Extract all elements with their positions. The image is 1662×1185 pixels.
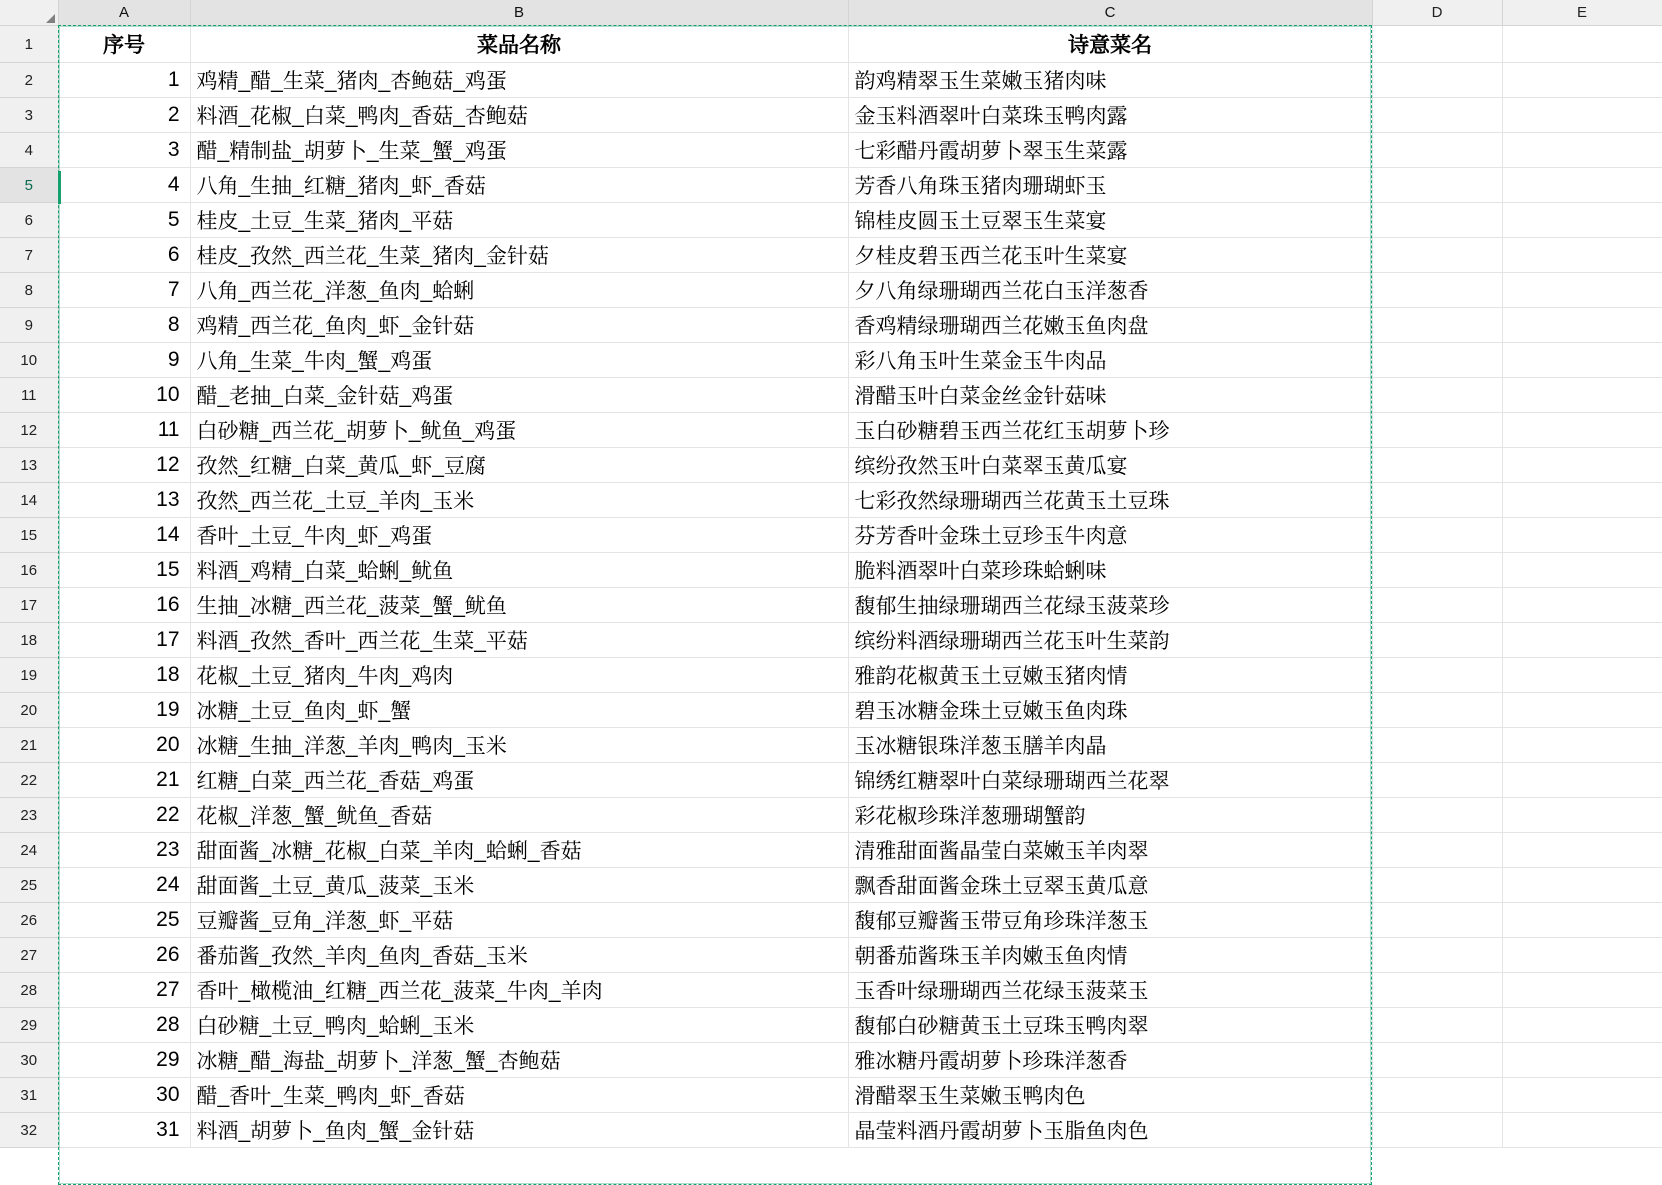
- cell-a4[interactable]: 3: [58, 133, 190, 168]
- cell-c7[interactable]: 夕桂皮碧玉西兰花玉叶生菜宴: [848, 238, 1372, 273]
- cell-b6[interactable]: 桂皮_土豆_生菜_猪肉_平菇: [190, 203, 848, 238]
- row-header-18[interactable]: 18: [0, 623, 58, 658]
- cell-a8[interactable]: 7: [58, 273, 190, 308]
- row-header-9[interactable]: 9: [0, 308, 58, 343]
- cell-b21[interactable]: 冰糖_生抽_洋葱_羊肉_鸭肉_玉米: [190, 728, 848, 763]
- select-all-corner[interactable]: [0, 0, 58, 26]
- cell-d28[interactable]: [1372, 973, 1502, 1008]
- cell-e17[interactable]: [1502, 588, 1662, 623]
- table-row[interactable]: [0, 833, 1662, 868]
- cell-a2[interactable]: 1: [58, 63, 190, 98]
- cell-d10[interactable]: [1372, 343, 1502, 378]
- cell-d25[interactable]: [1372, 868, 1502, 903]
- row-header-3[interactable]: 3: [0, 98, 58, 133]
- cell-d26[interactable]: [1372, 903, 1502, 938]
- row-header-21[interactable]: 21: [0, 728, 58, 763]
- cell-d2[interactable]: [1372, 63, 1502, 98]
- cell-a28[interactable]: 27: [58, 973, 190, 1008]
- row-header-25[interactable]: 25: [0, 868, 58, 903]
- cell-d5[interactable]: [1372, 168, 1502, 203]
- cell-d4[interactable]: [1372, 133, 1502, 168]
- cell-c27[interactable]: 朝番茄酱珠玉羊肉嫩玉鱼肉情: [848, 938, 1372, 973]
- cell-c10[interactable]: 彩八角玉叶生菜金玉牛肉品: [848, 343, 1372, 378]
- row-header-31[interactable]: 31: [0, 1078, 58, 1113]
- cell-d16[interactable]: [1372, 553, 1502, 588]
- cell-e2[interactable]: [1502, 63, 1662, 98]
- cell-e29[interactable]: [1502, 1008, 1662, 1043]
- cell-a25[interactable]: 24: [58, 868, 190, 903]
- table-row[interactable]: [0, 588, 1662, 623]
- cell-c23[interactable]: 彩花椒珍珠洋葱珊瑚蟹韵: [848, 798, 1372, 833]
- cell-e4[interactable]: [1502, 133, 1662, 168]
- table-row[interactable]: [0, 483, 1662, 518]
- cell-d27[interactable]: [1372, 938, 1502, 973]
- cell-e26[interactable]: [1502, 903, 1662, 938]
- cell-c11[interactable]: 滑醋玉叶白菜金丝金针菇味: [848, 378, 1372, 413]
- cell-a18[interactable]: 17: [58, 623, 190, 658]
- cell-c17[interactable]: 馥郁生抽绿珊瑚西兰花绿玉菠菜珍: [848, 588, 1372, 623]
- cell-d21[interactable]: [1372, 728, 1502, 763]
- table-row[interactable]: [0, 1008, 1662, 1043]
- cell-b27[interactable]: 番茄酱_孜然_羊肉_鱼肉_香菇_玉米: [190, 938, 848, 973]
- table-row[interactable]: [0, 938, 1662, 973]
- cell-d24[interactable]: [1372, 833, 1502, 868]
- cell-c5[interactable]: 芳香八角珠玉猪肉珊瑚虾玉: [848, 168, 1372, 203]
- cell-d18[interactable]: [1372, 623, 1502, 658]
- cell-a17[interactable]: 16: [58, 588, 190, 623]
- cell-d11[interactable]: [1372, 378, 1502, 413]
- row-header-17[interactable]: 17: [0, 588, 58, 623]
- cell-a7[interactable]: 6: [58, 238, 190, 273]
- cell-e1[interactable]: [1502, 26, 1662, 63]
- cell-c32[interactable]: 晶莹料酒丹霞胡萝卜玉脂鱼肉色: [848, 1113, 1372, 1148]
- row-header-5[interactable]: 5: [0, 168, 58, 203]
- column-header-a[interactable]: A: [58, 0, 190, 26]
- cell-d30[interactable]: [1372, 1043, 1502, 1078]
- cell-b18[interactable]: 料酒_孜然_香叶_西兰花_生菜_平菇: [190, 623, 848, 658]
- cell-e14[interactable]: [1502, 483, 1662, 518]
- cell-e24[interactable]: [1502, 833, 1662, 868]
- table-row[interactable]: [0, 378, 1662, 413]
- cell-d22[interactable]: [1372, 763, 1502, 798]
- cell-b28[interactable]: 香叶_橄榄油_红糖_西兰花_菠菜_牛肉_羊肉: [190, 973, 848, 1008]
- cell-b2[interactable]: 鸡精_醋_生菜_猪肉_杏鲍菇_鸡蛋: [190, 63, 848, 98]
- cell-b11[interactable]: 醋_老抽_白菜_金针菇_鸡蛋: [190, 378, 848, 413]
- cell-a13[interactable]: 12: [58, 448, 190, 483]
- cell-c14[interactable]: 七彩孜然绿珊瑚西兰花黄玉土豆珠: [848, 483, 1372, 518]
- table-row[interactable]: [0, 553, 1662, 588]
- cell-e28[interactable]: [1502, 973, 1662, 1008]
- cell-b17[interactable]: 生抽_冰糖_西兰花_菠菜_蟹_鱿鱼: [190, 588, 848, 623]
- cell-c21[interactable]: 玉冰糖银珠洋葱玉膳羊肉晶: [848, 728, 1372, 763]
- table-row[interactable]: [0, 203, 1662, 238]
- cell-d9[interactable]: [1372, 308, 1502, 343]
- cell-e31[interactable]: [1502, 1078, 1662, 1113]
- cell-d29[interactable]: [1372, 1008, 1502, 1043]
- cell-b3[interactable]: 料酒_花椒_白菜_鸭肉_香菇_杏鲍菇: [190, 98, 848, 133]
- row-header-8[interactable]: 8: [0, 273, 58, 308]
- table-row[interactable]: [0, 133, 1662, 168]
- cell-a9[interactable]: 8: [58, 308, 190, 343]
- cell-a27[interactable]: 26: [58, 938, 190, 973]
- row-header-11[interactable]: 11: [0, 378, 58, 413]
- cell-e11[interactable]: [1502, 378, 1662, 413]
- cell-c26[interactable]: 馥郁豆瓣酱玉带豆角珍珠洋葱玉: [848, 903, 1372, 938]
- column-header-c[interactable]: C: [848, 0, 1372, 26]
- table-row[interactable]: [0, 168, 1662, 203]
- cell-c29[interactable]: 馥郁白砂糖黄玉土豆珠玉鸭肉翠: [848, 1008, 1372, 1043]
- cell-a20[interactable]: 19: [58, 693, 190, 728]
- cell-b19[interactable]: 花椒_土豆_猪肉_牛肉_鸡肉: [190, 658, 848, 693]
- row-header-29[interactable]: 29: [0, 1008, 58, 1043]
- cell-c30[interactable]: 雅冰糖丹霞胡萝卜珍珠洋葱香: [848, 1043, 1372, 1078]
- table-row[interactable]: [0, 343, 1662, 378]
- cell-e18[interactable]: [1502, 623, 1662, 658]
- cell-a32[interactable]: 31: [58, 1113, 190, 1148]
- cell-e20[interactable]: [1502, 693, 1662, 728]
- cell-b9[interactable]: 鸡精_西兰花_鱼肉_虾_金针菇: [190, 308, 848, 343]
- cell-d31[interactable]: [1372, 1078, 1502, 1113]
- cell-b13[interactable]: 孜然_红糖_白菜_黄瓜_虾_豆腐: [190, 448, 848, 483]
- row-header-22[interactable]: 22: [0, 763, 58, 798]
- cell-a10[interactable]: 9: [58, 343, 190, 378]
- cell-a22[interactable]: 21: [58, 763, 190, 798]
- cell-a3[interactable]: 2: [58, 98, 190, 133]
- row-header-13[interactable]: 13: [0, 448, 58, 483]
- row-header-7[interactable]: 7: [0, 238, 58, 273]
- cell-d23[interactable]: [1372, 798, 1502, 833]
- row-header-10[interactable]: 10: [0, 343, 58, 378]
- table-row[interactable]: [0, 448, 1662, 483]
- cell-a14[interactable]: 13: [58, 483, 190, 518]
- cell-e6[interactable]: [1502, 203, 1662, 238]
- row-header-14[interactable]: 14: [0, 483, 58, 518]
- select-all-triangle-icon: [46, 14, 55, 23]
- cell-c12[interactable]: 玉白砂糖碧玉西兰花红玉胡萝卜珍: [848, 413, 1372, 448]
- table-row[interactable]: [0, 798, 1662, 833]
- cell-c25[interactable]: 飘香甜面酱金珠土豆翠玉黄瓜意: [848, 868, 1372, 903]
- cell-d13[interactable]: [1372, 448, 1502, 483]
- cell-c1[interactable]: 诗意菜名: [848, 26, 1372, 63]
- row-header-32[interactable]: 32: [0, 1113, 58, 1148]
- table-row[interactable]: [0, 1113, 1662, 1148]
- cell-b16[interactable]: 料酒_鸡精_白菜_蛤蜊_鱿鱼: [190, 553, 848, 588]
- cell-e23[interactable]: [1502, 798, 1662, 833]
- cell-c20[interactable]: 碧玉冰糖金珠土豆嫩玉鱼肉珠: [848, 693, 1372, 728]
- cell-c3[interactable]: 金玉料酒翠叶白菜珠玉鸭肉露: [848, 98, 1372, 133]
- cell-b30[interactable]: 冰糖_醋_海盐_胡萝卜_洋葱_蟹_杏鲍菇: [190, 1043, 848, 1078]
- cell-b1[interactable]: 菜品名称: [190, 26, 848, 63]
- cell-a15[interactable]: 14: [58, 518, 190, 553]
- cell-e8[interactable]: [1502, 273, 1662, 308]
- cell-e22[interactable]: [1502, 763, 1662, 798]
- cell-d15[interactable]: [1372, 518, 1502, 553]
- cell-e27[interactable]: [1502, 938, 1662, 973]
- cell-d3[interactable]: [1372, 98, 1502, 133]
- row-header-4[interactable]: 4: [0, 133, 58, 168]
- cell-d20[interactable]: [1372, 693, 1502, 728]
- table-row[interactable]: [0, 903, 1662, 938]
- cell-e3[interactable]: [1502, 98, 1662, 133]
- row-header-12[interactable]: 12: [0, 413, 58, 448]
- column-header-d[interactable]: D: [1372, 0, 1502, 26]
- cell-c6[interactable]: 锦桂皮圆玉土豆翠玉生菜宴: [848, 203, 1372, 238]
- cell-e19[interactable]: [1502, 658, 1662, 693]
- table-row[interactable]: [0, 868, 1662, 903]
- cell-b25[interactable]: 甜面酱_土豆_黄瓜_菠菜_玉米: [190, 868, 848, 903]
- cell-b14[interactable]: 孜然_西兰花_土豆_羊肉_玉米: [190, 483, 848, 518]
- cell-c13[interactable]: 缤纷孜然玉叶白菜翠玉黄瓜宴: [848, 448, 1372, 483]
- cell-a26[interactable]: 25: [58, 903, 190, 938]
- row-header-15[interactable]: 15: [0, 518, 58, 553]
- table-row[interactable]: [0, 658, 1662, 693]
- cell-a5[interactable]: 4: [58, 168, 190, 203]
- cell-b4[interactable]: 醋_精制盐_胡萝卜_生菜_蟹_鸡蛋: [190, 133, 848, 168]
- cell-e15[interactable]: [1502, 518, 1662, 553]
- cell-c24[interactable]: 清雅甜面酱晶莹白菜嫩玉羊肉翠: [848, 833, 1372, 868]
- cell-e21[interactable]: [1502, 728, 1662, 763]
- cell-a30[interactable]: 29: [58, 1043, 190, 1078]
- column-header-row[interactable]: [0, 0, 1662, 26]
- cell-e5[interactable]: [1502, 168, 1662, 203]
- row-header-24[interactable]: 24: [0, 833, 58, 868]
- cell-c18[interactable]: 缤纷料酒绿珊瑚西兰花玉叶生菜韵: [848, 623, 1372, 658]
- table-row[interactable]: [0, 413, 1662, 448]
- table-row[interactable]: [0, 63, 1662, 98]
- table-row[interactable]: [0, 728, 1662, 763]
- cell-b12[interactable]: 白砂糖_西兰花_胡萝卜_鱿鱼_鸡蛋: [190, 413, 848, 448]
- cell-a21[interactable]: 20: [58, 728, 190, 763]
- cell-e7[interactable]: [1502, 238, 1662, 273]
- table-row[interactable]: [0, 1078, 1662, 1113]
- cell-c4[interactable]: 七彩醋丹霞胡萝卜翠玉生菜露: [848, 133, 1372, 168]
- cell-a19[interactable]: 18: [58, 658, 190, 693]
- table-row[interactable]: [0, 238, 1662, 273]
- row-header-30[interactable]: 30: [0, 1043, 58, 1078]
- table-row[interactable]: [0, 1043, 1662, 1078]
- row-header-16[interactable]: 16: [0, 553, 58, 588]
- cell-a1[interactable]: 序号: [58, 26, 190, 63]
- cell-a31[interactable]: 30: [58, 1078, 190, 1113]
- cell-a24[interactable]: 23: [58, 833, 190, 868]
- cell-a11[interactable]: 10: [58, 378, 190, 413]
- cell-a12[interactable]: 11: [58, 413, 190, 448]
- table-row[interactable]: [0, 273, 1662, 308]
- row-header-27[interactable]: 27: [0, 938, 58, 973]
- row-header-26[interactable]: 26: [0, 903, 58, 938]
- cell-b24[interactable]: 甜面酱_冰糖_花椒_白菜_羊肉_蛤蜊_香菇: [190, 833, 848, 868]
- cell-d6[interactable]: [1372, 203, 1502, 238]
- cell-a6[interactable]: 5: [58, 203, 190, 238]
- cell-e16[interactable]: [1502, 553, 1662, 588]
- cell-c22[interactable]: 锦绣红糖翠叶白菜绿珊瑚西兰花翠: [848, 763, 1372, 798]
- cell-e13[interactable]: [1502, 448, 1662, 483]
- cell-c9[interactable]: 香鸡精绿珊瑚西兰花嫩玉鱼肉盘: [848, 308, 1372, 343]
- row-header-6[interactable]: 6: [0, 203, 58, 238]
- cell-d32[interactable]: [1372, 1113, 1502, 1148]
- table-row[interactable]: [0, 98, 1662, 133]
- cell-b10[interactable]: 八角_生菜_牛肉_蟹_鸡蛋: [190, 343, 848, 378]
- cell-a29[interactable]: 28: [58, 1008, 190, 1043]
- row-header-28[interactable]: 28: [0, 973, 58, 1008]
- table-row[interactable]: [0, 973, 1662, 1008]
- cell-d1[interactable]: [1372, 26, 1502, 63]
- cell-d12[interactable]: [1372, 413, 1502, 448]
- cell-a23[interactable]: 22: [58, 798, 190, 833]
- table-row[interactable]: [0, 623, 1662, 658]
- cell-b7[interactable]: 桂皮_孜然_西兰花_生菜_猪肉_金针菇: [190, 238, 848, 273]
- column-header-b[interactable]: B: [190, 0, 848, 26]
- cell-e9[interactable]: [1502, 308, 1662, 343]
- cell-b31[interactable]: 醋_香叶_生菜_鸭肉_虾_香菇: [190, 1078, 848, 1113]
- cell-e25[interactable]: [1502, 868, 1662, 903]
- row-header-19[interactable]: 19: [0, 658, 58, 693]
- cell-b23[interactable]: 花椒_洋葱_蟹_鱿鱼_香菇: [190, 798, 848, 833]
- cell-d17[interactable]: [1372, 588, 1502, 623]
- cell-e30[interactable]: [1502, 1043, 1662, 1078]
- cell-e12[interactable]: [1502, 413, 1662, 448]
- cell-c15[interactable]: 芬芳香叶金珠土豆珍玉牛肉意: [848, 518, 1372, 553]
- cell-c8[interactable]: 夕八角绿珊瑚西兰花白玉洋葱香: [848, 273, 1372, 308]
- cell-d8[interactable]: [1372, 273, 1502, 308]
- table-row[interactable]: [0, 308, 1662, 343]
- cell-d7[interactable]: [1372, 238, 1502, 273]
- table-row[interactable]: [0, 763, 1662, 798]
- cell-c19[interactable]: 雅韵花椒黄玉土豆嫩玉猪肉情: [848, 658, 1372, 693]
- cell-b8[interactable]: 八角_西兰花_洋葱_鱼肉_蛤蜊: [190, 273, 848, 308]
- cell-a16[interactable]: 15: [58, 553, 190, 588]
- cell-b32[interactable]: 料酒_胡萝卜_鱼肉_蟹_金针菇: [190, 1113, 848, 1148]
- row-header-20[interactable]: 20: [0, 693, 58, 728]
- cell-c28[interactable]: 玉香叶绿珊瑚西兰花绿玉菠菜玉: [848, 973, 1372, 1008]
- cell-b29[interactable]: 白砂糖_土豆_鸭肉_蛤蜊_玉米: [190, 1008, 848, 1043]
- cell-b5[interactable]: 八角_生抽_红糖_猪肉_虾_香菇: [190, 168, 848, 203]
- cell-c16[interactable]: 脆料酒翠叶白菜珍珠蛤蜊味: [848, 553, 1372, 588]
- cell-b22[interactable]: 红糖_白菜_西兰花_香菇_鸡蛋: [190, 763, 848, 798]
- column-header-e[interactable]: E: [1502, 0, 1662, 26]
- cell-b20[interactable]: 冰糖_土豆_鱼肉_虾_蟹: [190, 693, 848, 728]
- row-header-23[interactable]: 23: [0, 798, 58, 833]
- row-header-2[interactable]: 2: [0, 63, 58, 98]
- cell-e32[interactable]: [1502, 1113, 1662, 1148]
- table-row[interactable]: [0, 26, 1662, 63]
- table-row[interactable]: [0, 518, 1662, 553]
- cell-e10[interactable]: [1502, 343, 1662, 378]
- row-header-1[interactable]: 1: [0, 26, 58, 63]
- table-row[interactable]: [0, 693, 1662, 728]
- cell-b15[interactable]: 香叶_土豆_牛肉_虾_鸡蛋: [190, 518, 848, 553]
- cell-c2[interactable]: 韵鸡精翠玉生菜嫩玉猪肉味: [848, 63, 1372, 98]
- cell-b26[interactable]: 豆瓣酱_豆角_洋葱_虾_平菇: [190, 903, 848, 938]
- cell-d19[interactable]: [1372, 658, 1502, 693]
- cell-d14[interactable]: [1372, 483, 1502, 518]
- cell-c31[interactable]: 滑醋翠玉生菜嫩玉鸭肉色: [848, 1078, 1372, 1113]
